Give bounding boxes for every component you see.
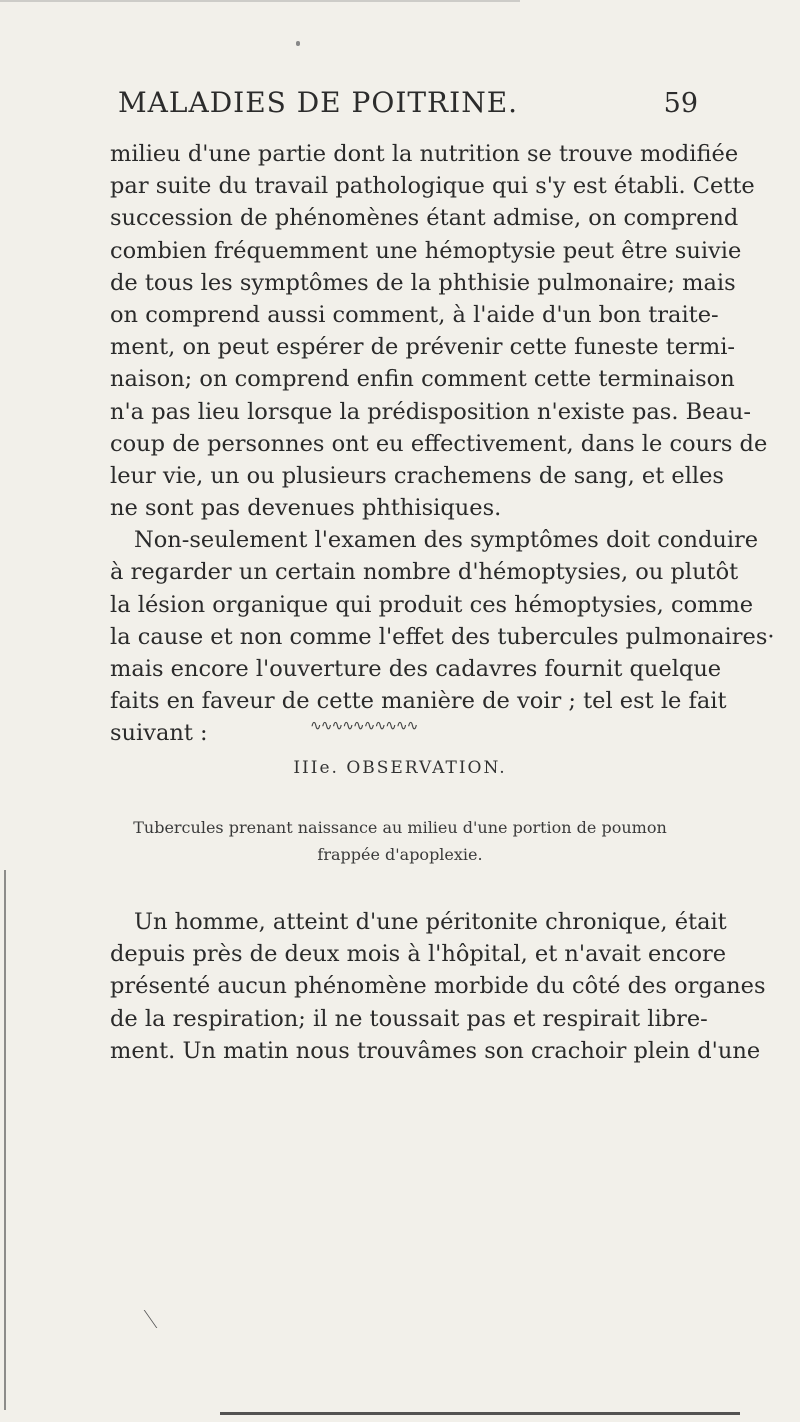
page-header (118, 86, 698, 126)
page-top-edge (0, 0, 520, 2)
observation-subtitle: Tubercules prenant naissance au milieu d'une portion de poumon (133, 818, 667, 837)
text-line: présenté aucun phénomène morbide du côté des organes (110, 973, 766, 1000)
text-line: faits en faveur de cette manière de voir ; tel est le fait (110, 688, 727, 715)
observation-text (110, 906, 766, 1067)
text-line: on comprend aussi comment, à l'aide d'un bon traite- (110, 301, 719, 328)
section-ornament: ∿∿∿∿∿∿∿∿∿∿ (310, 718, 418, 734)
text-line: ment. Un matin nous trouvâmes son crachoir plein d'une (110, 1037, 761, 1064)
observation-title: IIIe. OBSERVATION. (293, 758, 507, 778)
text-line: succession de phénomènes étant admise, on comprend (110, 205, 739, 232)
text-line: depuis près de deux mois à l'hôpital, et n'avait encore (110, 941, 727, 968)
page-bottom-edge (220, 1412, 740, 1415)
text-line: de tous les symptômes de la phthisie pulmonaire; mais (110, 269, 736, 296)
text-line: suivant : (110, 720, 208, 747)
text-line: ment, on peut espérer de prévenir cette funeste termi- (110, 334, 736, 361)
pencil-mark (144, 1310, 172, 1328)
text-line: Un homme, atteint d'une péritonite chronique, était (134, 909, 727, 935)
text-line: la lésion organique qui produit ces hémoptysies, comme (110, 591, 754, 618)
page-number: 59 (663, 88, 698, 119)
text-line: la cause et non comme l'effet des tubercules pulmonaires· (110, 623, 775, 650)
text-line: de la respiration; il ne toussait pas et respirait libre- (110, 1005, 708, 1032)
text-line: par suite du travail pathologique qui s'y est établi. Cette (110, 173, 755, 200)
text-line: combien fréquemment une hémoptysie peut être suivie (110, 237, 742, 264)
text-line: mais encore l'ouverture des cadavres fournit quelque (110, 656, 722, 682)
main-text (110, 138, 775, 750)
page-left-edge (4, 870, 6, 1410)
text-line: ne sont pas devenues phthisiques. (110, 495, 502, 522)
text-line: n'a pas lieu lorsque la prédisposition n'existe pas. Beau- (110, 398, 751, 425)
text-line: milieu d'une partie dont la nutrition se trouve modifiée (110, 141, 739, 167)
print-speck (296, 41, 300, 46)
running-head: MALADIES DE POITRINE. (118, 86, 519, 119)
text-line: Non-seulement l'examen des symptômes doit conduire (134, 527, 759, 554)
text-line: coup de personnes ont eu effectivement, dans le cours de (110, 430, 768, 457)
observation-subtitle: frappée d'apoplexie. (317, 845, 483, 864)
text-line: leur vie, un ou plusieurs crachemens de sang, et elles (110, 462, 724, 489)
text-line: naison; on comprend enfin comment cette terminaison (110, 366, 735, 393)
text-line: à regarder un certain nombre d'hémoptysies, ou plutôt (110, 559, 739, 586)
